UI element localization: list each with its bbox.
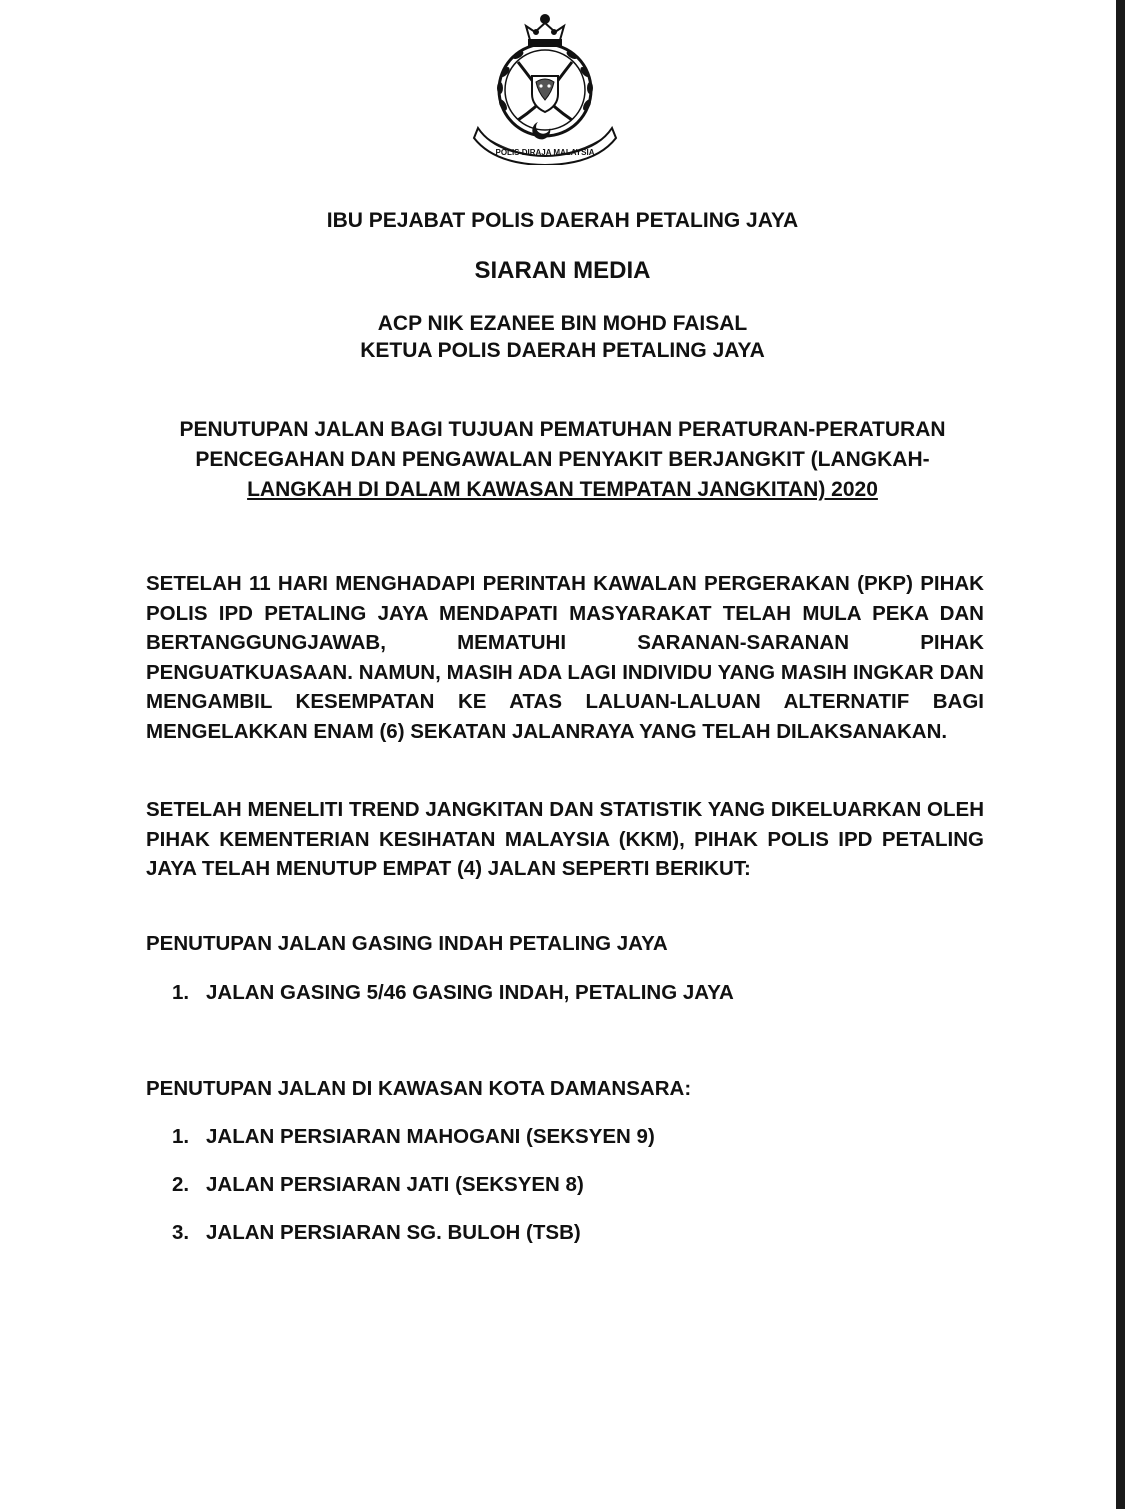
body-paragraph-1: SETELAH 11 HARI MENGHADAPI PERINTAH KAWALAN PERGERAKAN (PKP) PIHAK POLIS IPD PETALING JAYA MENDAPATI MASYARAKAT TELAH MULA PEKA DAN BERTANGGUNGJAWAB, MEMATUHI SARANAN-SARANAN PIHAK PENGUATKUASAAN. NAMUN, MASIH ADA LAGI INDIVIDU YANG MASIH INGKAR DAN MENGAMBIL KESEMPATAN KE ATAS LALUAN-LALUAN ALTERNATIF BAGI MENGELAKKAN ENAM (6) SEKATAN JALANRAYA YANG TELAH DILAKSANAKAN. — [146, 572, 984, 743]
list-item — [172, 1173, 584, 1197]
list-item-number: 1. — [172, 981, 190, 1004]
document-type: SIARAN MEDIA — [474, 257, 651, 284]
release-heading-line-3: LANGKAH DI DALAM KAWASAN TEMPATAN JANGKITAN) 2020 — [247, 478, 878, 501]
list-item-text: JALAN PERSIARAN JATI (SEKSYEN 8) — [206, 1173, 584, 1196]
list-item-text: JALAN PERSIARAN SG. BULOH (TSB) — [206, 1221, 581, 1244]
list-item — [172, 981, 734, 1005]
officer-title: KETUA POLIS DAERAH PETALING JAYA — [360, 339, 765, 362]
release-heading — [140, 415, 985, 505]
list-item — [172, 1221, 581, 1245]
release-heading-line-1: PENUTUPAN JALAN BAGI TUJUAN PEMATUHAN PERATURAN-PERATURAN — [179, 418, 946, 441]
list-item-number: 2. — [172, 1173, 190, 1196]
office-title: IBU PEJABAT POLIS DAERAH PETALING JAYA — [326, 209, 799, 232]
section-heading-gasing-indah: PENUTUPAN JALAN GASING INDAH PETALING JAYA — [146, 932, 668, 955]
page-edge-border — [1116, 0, 1125, 1509]
section-heading-kota-damansara: PENUTUPAN JALAN DI KAWASAN KOTA DAMANSARA: — [146, 1077, 692, 1100]
release-heading-line-2: PENCEGAHAN DAN PENGAWALAN PENYAKIT BERJANGKIT (LANGKAH- — [195, 448, 930, 471]
list-item-text: JALAN GASING 5/46 GASING INDAH, PETALING JAYA — [206, 981, 734, 1004]
police-crest-logo — [470, 10, 620, 165]
list-item-text: JALAN PERSIARAN MAHOGANI (SEKSYEN 9) — [206, 1125, 655, 1148]
crest-ribbon-text: POLIS DIRAJA MALAYSIA — [495, 148, 595, 157]
list-item-number: 3. — [172, 1221, 190, 1244]
body-paragraph-2: SETELAH MENELITI TREND JANGKITAN DAN STATISTIK YANG DIKELUARKAN OLEH PIHAK KEMENTERIAN KESIHATAN MALAYSIA (KKM), PIHAK POLIS IPD PETALING JAYA TELAH MENUTUP EMPAT (4) JALAN SEPERTI BERIKUT: — [146, 798, 984, 880]
list-item-number: 1. — [172, 1125, 190, 1148]
officer-name: ACP NIK EZANEE BIN MOHD FAISAL — [377, 312, 748, 335]
list-item — [172, 1125, 655, 1149]
